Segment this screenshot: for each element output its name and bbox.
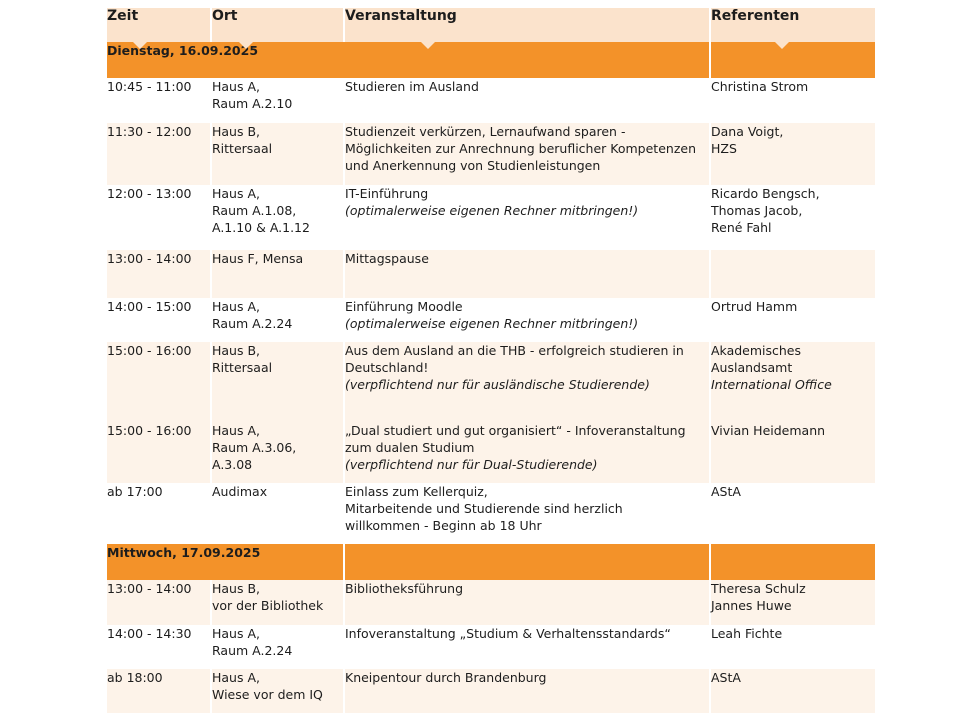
cell-zeit: 14:00 - 14:30 <box>107 625 211 669</box>
cell-ort: Haus A, Wiese vor dem IQ <box>211 669 344 713</box>
day-filler <box>710 42 875 78</box>
table-row <box>107 185 875 250</box>
cell-zeit: 13:00 - 14:00 <box>107 580 211 625</box>
cell-ort: Haus A, Raum A.1.08, A.1.10 & A.1.12 <box>211 185 344 250</box>
schedule-table <box>107 8 875 713</box>
header-zeit: Zeit <box>107 8 211 42</box>
cell-veranstaltung: Einführung Moodle (optimalerweise eigenen Rechner mitbringen!) <box>344 298 710 342</box>
header-referenten: Referenten <box>710 8 875 42</box>
cell-veranstaltung: Mittagspause <box>344 250 710 298</box>
cell-veranstaltung: Kneipentour durch Brandenburg <box>344 669 710 713</box>
table-row <box>107 123 875 185</box>
cell-ort: Haus A, Raum A.2.10 <box>211 78 344 123</box>
cell-referenten: Ricardo Bengsch, Thomas Jacob, René Fahl <box>710 185 875 250</box>
cell-zeit: ab 17:00 <box>107 483 211 544</box>
day-label: Dienstag, 16.09.2025 <box>107 42 710 78</box>
table-row <box>107 483 875 544</box>
cell-ort: Haus B, Rittersaal <box>211 342 344 422</box>
table-row <box>107 669 875 713</box>
cell-referenten: Dana Voigt, HZS <box>710 123 875 185</box>
cell-ort: Haus B, vor der Bibliothek <box>211 580 344 625</box>
cell-veranstaltung: Einlass zum Kellerquiz, Mitarbeitende und Studierende sind herzlich willkommen - Beginn ab 18 Uhr <box>344 483 710 544</box>
day-row-mittwoch <box>107 544 875 580</box>
cell-veranstaltung: Infoveranstaltung „Studium & Verhaltensstandards“ <box>344 625 710 669</box>
cell-zeit: 11:30 - 12:00 <box>107 123 211 185</box>
day-row-dienstag <box>107 42 875 78</box>
cell-referenten: Theresa Schulz Jannes Huwe <box>710 580 875 625</box>
cell-referenten: Christina Strom <box>710 78 875 123</box>
cell-ort: Haus A, Raum A.2.24 <box>211 298 344 342</box>
table-row <box>107 422 875 483</box>
cell-ort: Haus B, Rittersaal <box>211 123 344 185</box>
cell-referenten: Ortrud Hamm <box>710 298 875 342</box>
cell-referenten: Vivian Heidemann <box>710 422 875 483</box>
cell-ort: Haus F, Mensa <box>211 250 344 298</box>
cell-veranstaltung: Studienzeit verkürzen, Lernaufwand sparen - Möglichkeiten zur Anrechnung beruflicher Kompetenzen und Anerkennung von Studienleistungen <box>344 123 710 185</box>
cell-ort: Haus A, Raum A.3.06, A.3.08 <box>211 422 344 483</box>
cell-referenten: AStA <box>710 483 875 544</box>
day-label: Mittwoch, 17.09.2025 <box>107 544 344 580</box>
cell-veranstaltung: Bibliotheksführung <box>344 580 710 625</box>
table-row <box>107 298 875 342</box>
cell-referenten <box>710 250 875 298</box>
cell-referenten: Leah Fichte <box>710 625 875 669</box>
cell-zeit: ab 18:00 <box>107 669 211 713</box>
header-veranstaltung: Veranstaltung <box>344 8 710 42</box>
day-filler <box>344 544 710 580</box>
cell-zeit: 13:00 - 14:00 <box>107 250 211 298</box>
table-row <box>107 78 875 123</box>
cell-veranstaltung: Aus dem Ausland an die THB - erfolgreich studieren in Deutschland! (verpflichtend nur für ausländische Studierende) <box>344 342 710 422</box>
cell-zeit: 14:00 - 15:00 <box>107 298 211 342</box>
cell-veranstaltung: IT-Einführung (optimalerweise eigenen Rechner mitbringen!) <box>344 185 710 250</box>
cell-zeit: 10:45 - 11:00 <box>107 78 211 123</box>
cell-referenten: Akademisches Auslandsamt International Office <box>710 342 875 422</box>
cell-veranstaltung: Studieren im Ausland <box>344 78 710 123</box>
day-filler <box>710 544 875 580</box>
cell-zeit: 15:00 - 16:00 <box>107 422 211 483</box>
table-row <box>107 342 875 422</box>
cell-referenten: AStA <box>710 669 875 713</box>
cell-veranstaltung: „Dual studiert und gut organisiert“ - Infoveranstaltung zum dualen Studium (verpflichtend nur für Dual-Studierende) <box>344 422 710 483</box>
cell-zeit: 15:00 - 16:00 <box>107 342 211 422</box>
cell-ort: Audimax <box>211 483 344 544</box>
cell-zeit: 12:00 - 13:00 <box>107 185 211 250</box>
header-ort: Ort <box>211 8 344 42</box>
table-row <box>107 580 875 625</box>
cell-ort: Haus A, Raum A.2.24 <box>211 625 344 669</box>
table-row <box>107 250 875 298</box>
table-row <box>107 625 875 669</box>
header-row <box>107 8 875 42</box>
